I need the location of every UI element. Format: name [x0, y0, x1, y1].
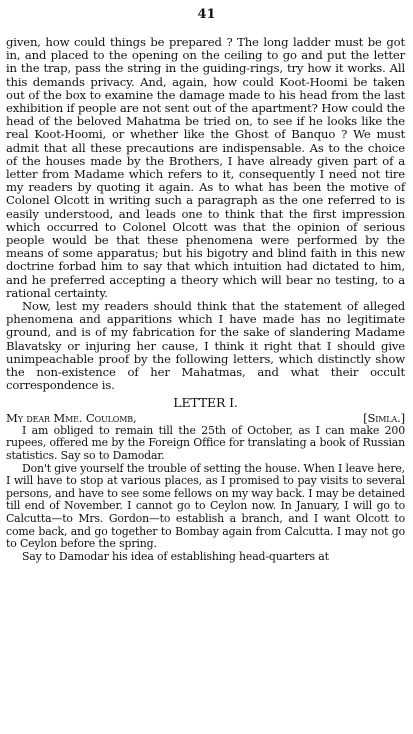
paragraph: Now, lest my readers should think that the statement of alleged phenomena and apparitions which I have made has no legitimate ground, and is of my fabrication for the sake of slandering Madame Blavatsky or injuring her cause, I think it right that I should give unimpeachable proof by the following letters, which distinctly show the non-existence of her Mahatmas, and what their occult correspondence is.: [6, 299, 405, 393]
page-body: [6, 36, 405, 563]
page-number: 41: [197, 7, 216, 22]
letter-salutation: My dear Mme. Coulomb,: [6, 410, 137, 425]
letter-salutation-line: [6, 412, 405, 425]
letter-paragraph: Say to Damodar his idea of establishing head-quarters at: [22, 549, 329, 563]
letter-title: LETTER I.: [173, 395, 238, 411]
letter-body: [6, 425, 405, 564]
letter-paragraph: Don't give yourself the trouble of setting the house. When I leave here, I will have to stop at various places, as I promised to pay visits to several persons, and have to see some fellows on my way back. I may be detained till end of November. I cannot go to Ceylon now. In January, I will go to Calcutta—to Mrs. Gordon—to establish a branch, and I want Olcott to come back, and go together to Bombay again from Calcutta. I may not go to Ceylon before the spring.: [6, 461, 406, 551]
paragraph-continued: given, how could things be prepared ? The long ladder must be got in, and placed to the opening on the ceiling to go and put the letter in the trap, pass the string in the guiding-rings, try how it works. All this demands privacy. And, again, how could Koot-Hoomi be taken out of the box to examine the damage made to his head from the last exhibition if people are not sent out of the apartment? How could the head of the beloved Mahatma be tried on, to see if he looks like the real Koot-Hoomi, or whether like the Ghost of Banquo ? We must admit that all these precautions are indispensable. As to the choice of the houses made by the Brothers, I have already given part of a letter from Madame which refers to it, consequently I need not tire my readers by quoting it again. As to what has been the motive of Colonel Olcott in writing such a paragraph as the one referred to is easily understood, and leads one to think that the first impression which occurred to Colonel Olcott was that the opinion of serious people would be that these phenomena were performed by the means of some apparatus; but his bigotry and blind faith in this new doctrine forbad him to say that which intuition had dictated to him, and he preferred accepting a theory which will bear no testing, to a rational certainty.: [6, 35, 405, 300]
letter-place: [Simla.]: [363, 410, 405, 425]
letter-paragraph: I am obliged to remain till the 25th of October, as I can make 200 rupees, offered me by the Foreign Office for translating a book of Russian statistics. Say so to Damodar.: [6, 423, 405, 463]
